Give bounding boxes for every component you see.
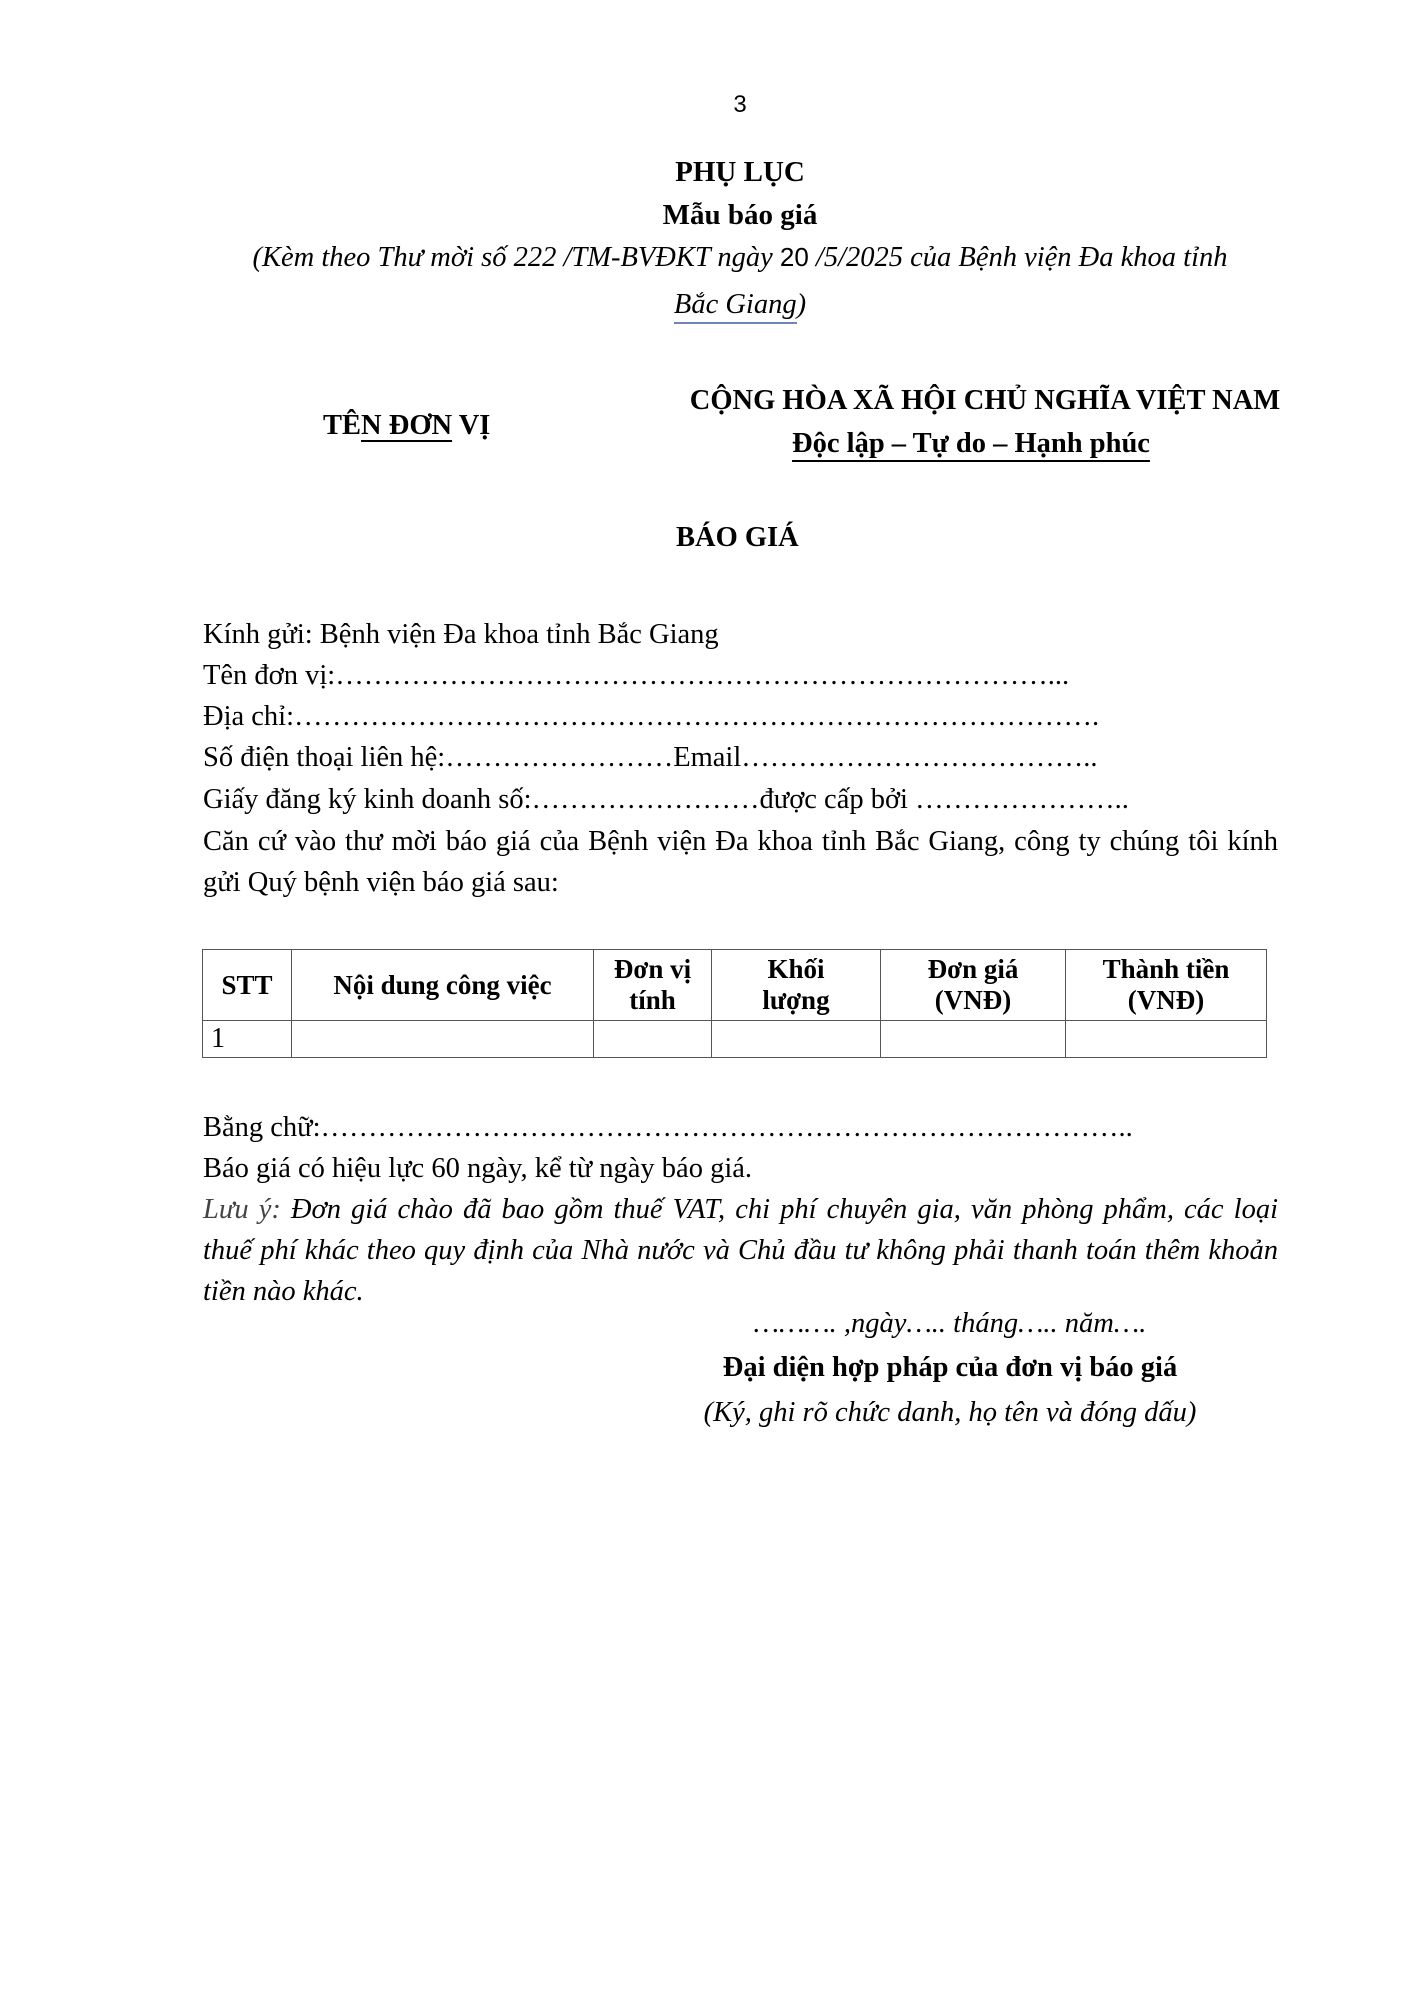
address-field: Địa chỉ:………………………………………………………………………….: [203, 701, 1100, 732]
header-unit: Đơn vị tính: [594, 950, 712, 1021]
cell-unit-price: [881, 1021, 1066, 1058]
table-header-row: [203, 950, 1267, 1021]
unit-name-field: Tên đơn vị:…………………………………………………………………...: [203, 660, 1070, 691]
org-name-prefix: TÊ: [323, 410, 362, 441]
header-stt: STT: [203, 950, 292, 1021]
attachment-reference-line2: [0, 289, 1414, 321]
attachment-reference: [210, 242, 1270, 274]
note-paragraph: [203, 1189, 1278, 1312]
national-title: CỘNG HÒA XÃ HỘI CHỦ NGHĨA VIỆT NAM: [689, 385, 1281, 416]
header-unit-price: Đơn giá (VNĐ): [881, 950, 1066, 1021]
intro-paragraph: Căn cứ vào thư mời báo giá của Bệnh viện Đa khoa tỉnh Bắc Giang, công ty chúng tôi kính gửi Quý bệnh viện báo giá sau:: [203, 826, 1278, 898]
quote-table: [202, 949, 1267, 1058]
national-motto: Độc lập – Tự do – Hạnh phúc: [792, 428, 1150, 459]
amount-in-words-field: Bằng chữ:…………………………………………………………………………..: [203, 1112, 1133, 1143]
form-title: Mẫu báo giá: [662, 199, 818, 231]
header-work-content: Nội dung công việc: [292, 950, 594, 1021]
signature-role: Đại diện hợp pháp của đơn vị báo giá: [722, 1352, 1178, 1383]
signature-date-line: ………. ,ngày….. tháng….. năm….: [753, 1308, 1147, 1339]
cell-quantity: [712, 1021, 881, 1058]
note-label: Lưu ý:: [203, 1194, 281, 1225]
cell-work-content: [292, 1021, 594, 1058]
recipient-line: Kính gửi: Bệnh viện Đa khoa tỉnh Bắc Giang: [203, 619, 719, 650]
cell-total: [1066, 1021, 1267, 1058]
note-text: Đơn giá chào đã bao gồm thuế VAT, chi phí chuyên gia, văn phòng phẩm, các loại thuế phí khác theo quy định của Nhà nước và Chủ đầu tư không phải thanh toán thêm khoản tiền nào khác.: [203, 1194, 1278, 1307]
org-name-suffix: VỊ: [452, 410, 491, 441]
org-name-underlined: N ĐƠN: [361, 410, 453, 441]
table-row: [203, 1021, 1267, 1058]
header-total: Thành tiền (VNĐ): [1066, 950, 1267, 1021]
reference-close-paren: ): [796, 289, 807, 320]
page-number: 3: [733, 91, 747, 118]
business-license-field: Giấy đăng ký kinh doanh số:……………………được cấp bởi …………………..: [203, 784, 1129, 815]
organization-name-placeholder: [323, 410, 490, 442]
cell-stt: 1: [203, 1021, 292, 1058]
reference-place-link: Bắc Giang: [674, 289, 797, 324]
validity-statement: Báo giá có hiệu lực 60 ngày, kể từ ngày báo giá.: [203, 1153, 753, 1184]
reference-day: 20: [779, 242, 809, 272]
signature-instruction: (Ký, ghi rõ chức danh, họ tên và đóng dấu): [703, 1397, 1197, 1428]
reference-text-before-day: (Kèm theo Thư mời số 222 /TM-BVĐKT ngày: [252, 242, 780, 273]
cell-unit: [594, 1021, 712, 1058]
document-title: BÁO GIÁ: [676, 522, 799, 553]
appendix-title: PHỤ LỤC: [675, 156, 805, 188]
header-quantity: Khối lượng: [712, 950, 881, 1021]
phone-email-field: Số điện thoại liên hệ:……………………Email………………………………..: [203, 742, 1098, 773]
reference-text-after-day: /5/2025 của Bệnh viện Đa khoa tỉnh: [808, 242, 1228, 273]
